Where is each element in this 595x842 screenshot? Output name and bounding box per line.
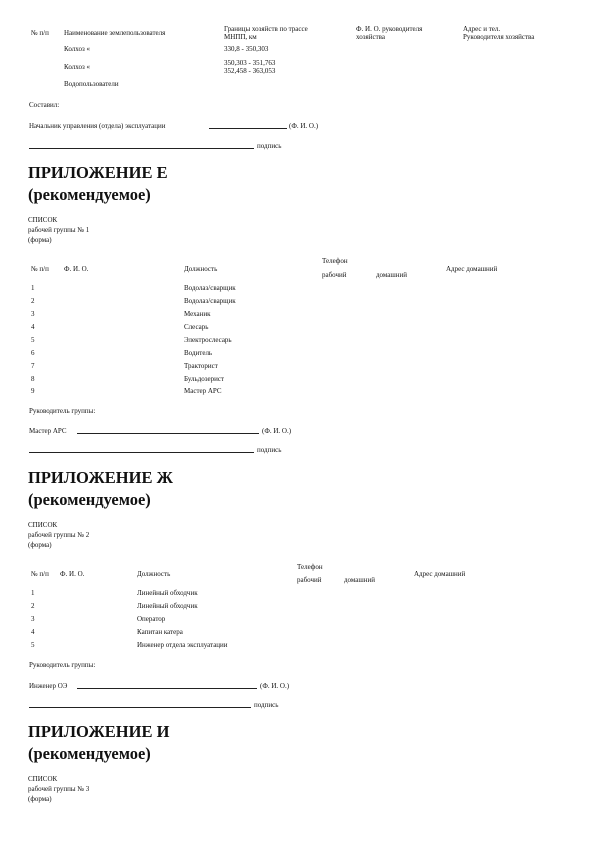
group-title: рабочей группы № 3 [28,785,90,793]
row-position: Электрослесарь [184,336,232,344]
sign-label: подпись [254,701,279,709]
row-position: Слесарь [184,323,209,331]
col-bounds-header-1: Границы хозяйств по трассе [224,25,308,33]
appendix-subtitle: (рекомендуемое) [28,744,151,763]
row-number: 3 [31,310,35,318]
form-label: (форма) [28,541,52,549]
signature-line [77,433,259,434]
row-position: Водолаз/сварщик [184,297,236,305]
row-position: Бульдозерист [184,375,225,383]
col-num-header: № п/п [31,265,49,273]
fio-label: (Ф. И. О.) [262,427,292,435]
appendix-subtitle: (рекомендуемое) [28,185,151,204]
col-name-header: Наименование землепользователя [64,29,166,37]
row-number: 6 [31,349,35,357]
sign-label: подпись [257,142,282,150]
row-number: 2 [31,602,35,610]
row-position: Водолаз/сварщик [184,284,236,292]
fio-label: (Ф. И. О.) [260,682,290,690]
row-number: 4 [31,628,35,636]
signature-line [29,452,254,453]
col-phone-home-header: домашний [344,576,376,584]
appendix-subtitle: (рекомендуемое) [28,490,151,509]
row-number: 9 [31,387,35,395]
group-title: рабочей группы № 1 [28,226,90,234]
col-phone-work-header: рабочий [322,271,347,279]
list-title: СПИСОК [28,216,58,224]
leader-label: Руководитель группы: [29,407,96,415]
row-position: Механик [184,310,211,318]
list-title: СПИСОК [28,521,58,529]
row-number: 2 [31,297,35,305]
col-phone-header: Телефон [297,563,323,571]
row-number: 7 [31,362,35,370]
row-number: 4 [31,323,35,331]
col-address-header-1: Адрес и тел. [463,25,501,33]
row-position: Оператор [137,615,166,623]
row-bounds: 350,303 - 351,763 [224,59,276,67]
sign-label: подпись [257,446,282,454]
row-number: 5 [31,336,35,344]
col-phone-home-header: домашний [376,271,408,279]
appendix-title: ПРИЛОЖЕНИЕ Е [28,163,168,182]
fio-label: (Ф. И. О.) [289,122,319,130]
row-position: Линейный обходчик [137,602,198,610]
col-num-header: № п/п [31,29,49,37]
col-address-header-2: Руководителя хозяйства [463,33,535,41]
row-name: Водопользователи [64,80,119,88]
row-number: 3 [31,615,35,623]
row-bounds: 352,458 - 363,053 [224,67,276,75]
row-position: Инженер отдела эксплуатации [137,641,228,649]
signer-label: Инженер ОЭ [29,682,68,690]
composed-label: Составил: [29,101,60,109]
col-num-header: № п/п [31,570,49,578]
col-fio-header: Ф. И. О. [60,570,85,578]
row-position: Тракторист [184,362,218,370]
col-phone-work-header: рабочий [297,576,322,584]
row-name: Колхоз « [64,45,90,53]
signature-line [209,128,287,129]
row-number: 5 [31,641,35,649]
list-title: СПИСОК [28,775,58,783]
col-position-header: Должность [184,265,218,273]
col-head-header-2: хозяйства [356,33,385,41]
signature-line [77,688,257,689]
row-number: 8 [31,375,35,383]
group-title: рабочей группы № 2 [28,531,90,539]
col-head-header-1: Ф. И. О. руководителя [356,25,423,33]
leader-label: Руководитель группы: [29,661,96,669]
form-label: (форма) [28,236,52,244]
col-bounds-header-2: МНПП, км [224,33,257,41]
signature-line [29,148,254,149]
row-name: Колхоз « [64,63,90,71]
signer-label: Мастер АРС [29,427,67,435]
row-number: 1 [31,284,35,292]
col-address-header: Адрес домашний [446,265,498,273]
row-number: 1 [31,589,35,597]
row-position: Мастер АРС [184,387,222,395]
col-address-header: Адрес домашний [414,570,466,578]
col-fio-header: Ф. И. О. [64,265,89,273]
form-label: (форма) [28,795,52,803]
col-phone-header: Телефон [322,257,348,265]
row-position: Водитель [184,349,213,357]
row-position: Капитан катера [137,628,183,636]
row-bounds: 330,8 - 350,303 [224,45,269,53]
signer-label: Начальник управления (отдела) эксплуатации [29,122,166,130]
row-position: Линейный обходчик [137,589,198,597]
signature-line [29,707,251,708]
appendix-title: ПРИЛОЖЕНИЕ Ж [28,468,173,487]
appendix-title: ПРИЛОЖЕНИЕ И [28,722,170,741]
col-position-header: Должность [137,570,171,578]
